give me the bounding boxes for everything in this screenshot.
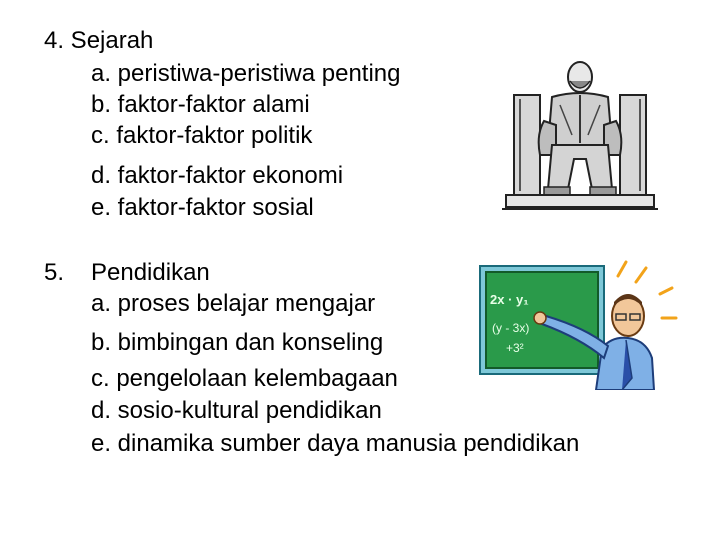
section-4-item-a: a. peristiwa-peristiwa penting — [91, 60, 401, 87]
section-5-heading — [44, 259, 210, 287]
seated-statue-icon — [500, 55, 660, 213]
section-5-item-b: b. bimbingan dan konseling — [91, 329, 384, 356]
section-5-item-e: e. dinamika sumber daya manusia pendidikan — [91, 430, 580, 457]
section-5-item-c: c. pengelolaan kelembagaan — [91, 365, 398, 392]
section-4-heading: 4. Sejarah — [44, 27, 154, 54]
board-line-1: 2x · y₁ — [490, 292, 529, 307]
section-5-item-d: d. sosio-kultural pendidikan — [91, 397, 382, 424]
board-line-3: +3² — [506, 341, 524, 355]
teacher-chalkboard-icon — [476, 258, 686, 390]
board-line-2: (y - 3x) — [492, 321, 530, 335]
section-5-item-a: a. proses belajar mengajar — [91, 290, 376, 317]
section-4-item-c: c. faktor-faktor politik — [91, 122, 313, 149]
section-5-title: Pendidikan — [91, 259, 210, 286]
section-5-number: 5. — [44, 259, 65, 286]
section-4-item-e: e. faktor-faktor sosial — [91, 194, 314, 221]
section-4-item-d: d. faktor-faktor ekonomi — [91, 162, 344, 189]
section-4-item-b: b. faktor-faktor alami — [91, 91, 310, 118]
